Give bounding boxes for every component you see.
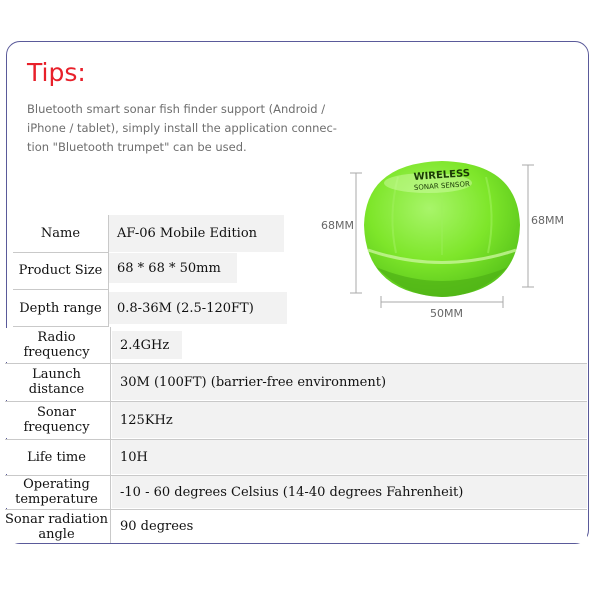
spec-label-operating-temperature: Operating temperature bbox=[5, 476, 108, 508]
brand-text-2: SONAR SENSOR bbox=[413, 180, 471, 192]
spec-label-name: Name bbox=[13, 215, 108, 252]
table-divider bbox=[13, 289, 109, 290]
sonar-sensor-image bbox=[318, 155, 578, 325]
tips-text: Bluetooth smart sonar fish finder support (Android / iPhone / tablet), simply install the application connec- tion "Bluetooth trumpet" can be used. bbox=[27, 102, 337, 154]
spec-label-sonar-frequency: Sonar frequency bbox=[5, 402, 108, 438]
spec-label-life-time: Life time bbox=[5, 440, 108, 474]
table-divider bbox=[13, 252, 109, 253]
spec-value-operating-temperature: -10 - 60 degrees Celsius (14-40 degrees Fahrenheit) bbox=[112, 476, 587, 508]
height-right-label: 68MM bbox=[531, 214, 564, 227]
spec-value-product-size: 68 * 68 * 50mm bbox=[109, 253, 237, 283]
spec-value-depth-range: 0.8-36M (2.5-120FT) bbox=[109, 292, 287, 324]
spec-label-depth-range: Depth range bbox=[13, 290, 108, 326]
width-bottom-label: 50MM bbox=[430, 307, 463, 320]
table-divider bbox=[5, 439, 587, 440]
height-left-label: 68MM bbox=[321, 219, 354, 232]
table-divider bbox=[13, 326, 109, 327]
table-divider bbox=[5, 509, 587, 510]
brand-text-1: WIRELESS bbox=[413, 168, 471, 183]
table-divider bbox=[110, 327, 111, 543]
spec-label-product-size: Product Size bbox=[13, 253, 108, 288]
spec-value-name: AF-06 Mobile Edition bbox=[109, 215, 284, 252]
spec-value-sonar-radiation-angle: 90 degrees bbox=[112, 510, 587, 543]
spec-value-life-time: 10H bbox=[112, 440, 587, 474]
table-divider bbox=[5, 363, 587, 364]
table-divider bbox=[5, 401, 587, 402]
spec-value-sonar-frequency: 125KHz bbox=[112, 402, 587, 438]
spec-label-radio-frequency: Radio frequency bbox=[5, 328, 108, 362]
table-divider bbox=[108, 215, 109, 327]
table-divider bbox=[5, 475, 587, 476]
spec-label-sonar-radiation-angle: Sonar radiation angle bbox=[5, 511, 108, 542]
spec-value-launch-distance: 30M (100FT) (barrier-free environment) bbox=[112, 364, 587, 400]
spec-value-radio-frequency: 2.4GHz bbox=[112, 331, 182, 359]
spec-label-launch-distance: Launch distance bbox=[5, 364, 108, 400]
tips-title: Tips: bbox=[27, 58, 86, 87]
product-illustration bbox=[318, 155, 578, 325]
